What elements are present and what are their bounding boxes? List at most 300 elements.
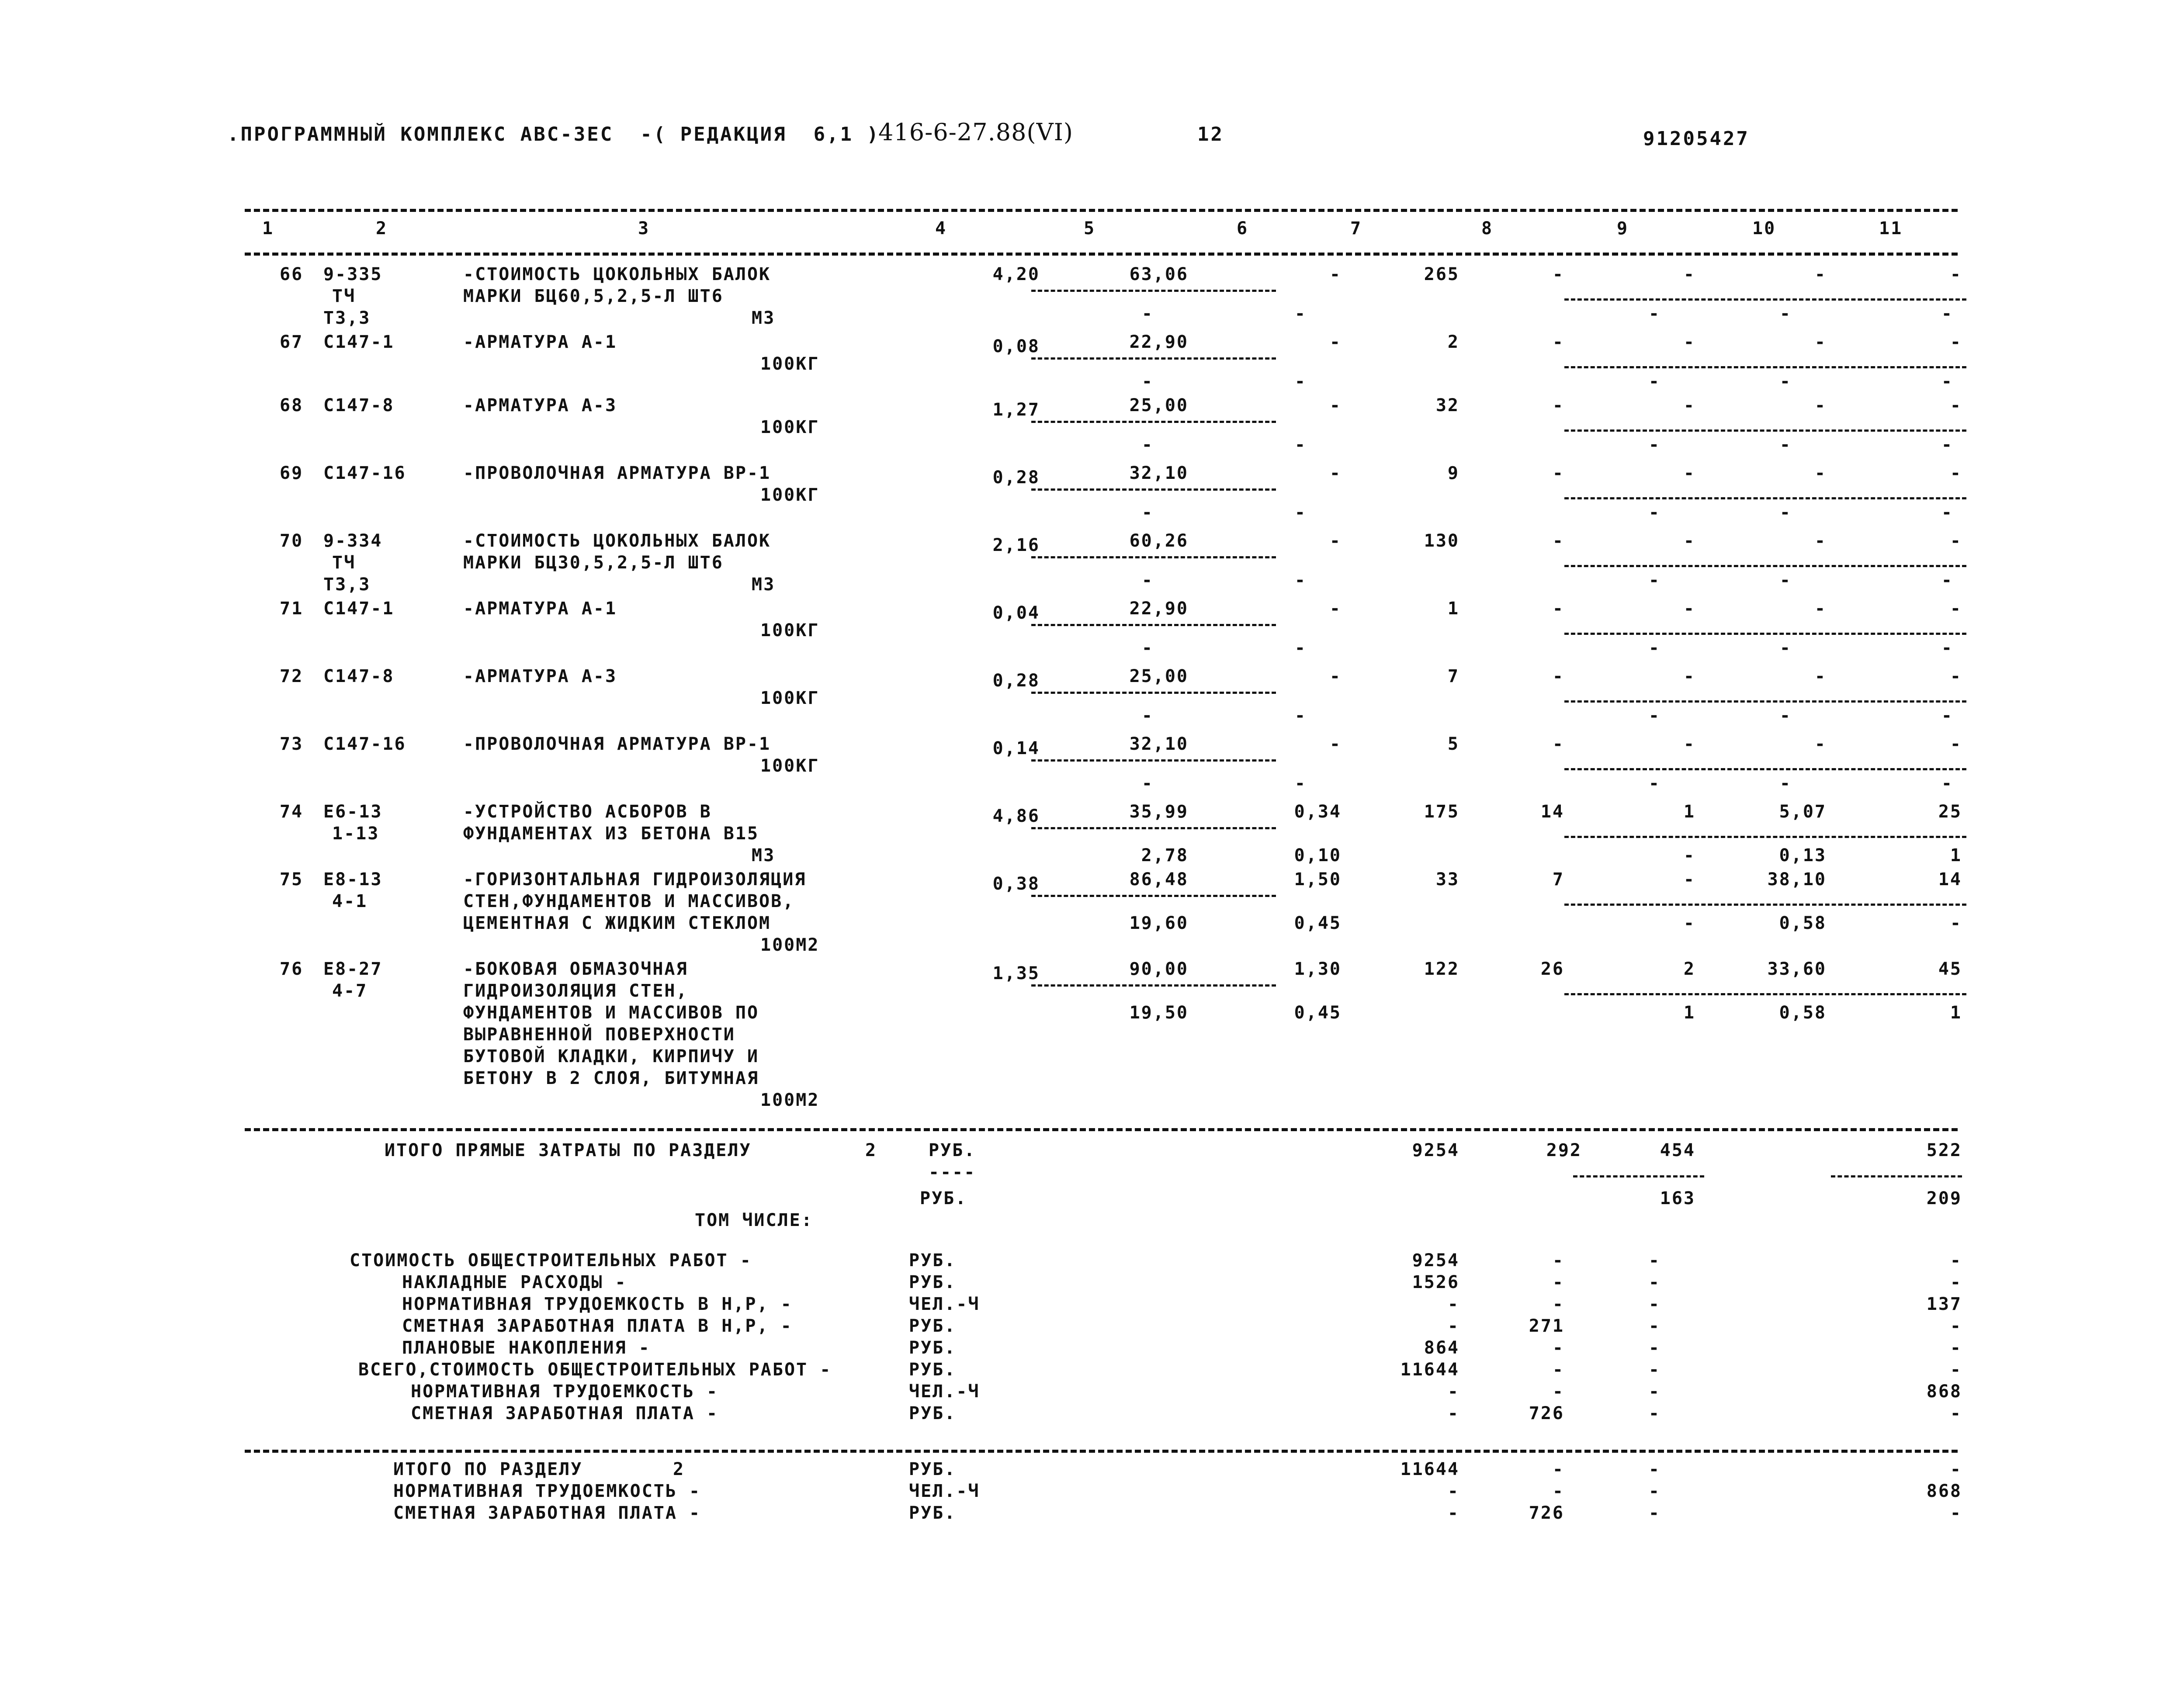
row-col11: - (1950, 599, 1962, 619)
section-total-col11: 522 (1926, 1140, 1962, 1160)
section-total-col9-sub: 163 (1660, 1188, 1695, 1209)
row-sub-col10: - (1779, 371, 1792, 391)
section-total-col9: 454 (1660, 1140, 1695, 1160)
summary-col9: - (1648, 1382, 1661, 1402)
row-sub-col11: 1 (1950, 1003, 1962, 1023)
final-col11: 868 (1926, 1481, 1962, 1501)
row-sub-col11: - (1941, 638, 1953, 658)
row-unit: 100КГ (760, 485, 820, 505)
summary-label: СМЕТНАЯ ЗАРАБОТНАЯ ПЛАТА В Н,Р, - (402, 1316, 793, 1336)
row-price-underline (1031, 827, 1276, 829)
row-quantity: 1,27 (992, 400, 1040, 420)
including-label: ТОМ ЧИСЛЕ: (695, 1210, 813, 1230)
row-unit-price: 32,10 (1129, 734, 1189, 754)
row-sub-price: - (1141, 435, 1154, 455)
row-code: 9-334 (323, 531, 383, 551)
row-right-underline (1564, 298, 1966, 301)
row-price-machinery: - (1329, 599, 1342, 619)
row-sub-col10: 0,58 (1779, 913, 1827, 933)
row-unit: 100М2 (760, 935, 820, 955)
row-sub-col10: - (1779, 638, 1792, 658)
summary-label: НОРМАТИВНАЯ ТРУДОЕМКОСТЬ В Н,Р, - (402, 1294, 793, 1314)
column-header-9: 9 (1617, 218, 1629, 239)
row-name-line: ВЫРАВНЕННОЙ ПОВЕРХНОСТИ (463, 1025, 735, 1045)
row-total-cost: 175 (1424, 802, 1459, 822)
row-sub-price: 2,78 (1141, 845, 1189, 866)
row-quantity: 0,04 (992, 603, 1040, 623)
row-col9: - (1683, 395, 1695, 416)
table-header-rule (245, 253, 1958, 256)
section-total-unit-2: РУБ. (920, 1188, 967, 1209)
row-col9: - (1683, 734, 1695, 754)
row-price-machinery: - (1329, 734, 1342, 754)
row-price-underline (1031, 895, 1276, 897)
section-total-number: 2 (865, 1140, 877, 1160)
row-col10: - (1814, 666, 1827, 686)
summary-label: НАКЛАДНЫЕ РАСХОДЫ - (402, 1272, 627, 1292)
summary-unit: РУБ. (909, 1250, 957, 1271)
table-top-rule (245, 209, 1958, 212)
summary-col8: - (1552, 1294, 1564, 1314)
row-sub-col9: - (1683, 913, 1695, 933)
row-sub-col11: - (1950, 913, 1962, 933)
row-sub-machinery: 0,45 (1294, 913, 1342, 933)
row-name-line: БЕТОНУ В 2 СЛОЯ, БИТУМНАЯ (463, 1068, 759, 1088)
row-sub-col9: - (1683, 845, 1695, 866)
row-unit-price: 25,00 (1129, 395, 1189, 416)
row-sub-col10: - (1779, 570, 1792, 590)
totals-rule (245, 1128, 1958, 1131)
summary-unit: РУБ. (909, 1360, 957, 1380)
row-col9: - (1683, 599, 1695, 619)
row-name-line: ФУНДАМЕНТАХ ИЗ БЕТОНА В15 (463, 824, 759, 844)
row-col10: 5,07 (1779, 802, 1827, 822)
section-total-col9-underline (1573, 1175, 1704, 1177)
program-title: .ПРОГРАММНЫЙ КОМПЛЕКС АВС-3ЕС -( РЕДАКЦИЯ 6,1 ) (227, 123, 881, 145)
document-code: 91205427 (1643, 128, 1750, 150)
summary-col7: 11644 (1400, 1360, 1459, 1380)
final-col8: - (1552, 1481, 1564, 1501)
row-price-underline (1031, 692, 1276, 694)
row-unit-price: 63,06 (1129, 264, 1189, 284)
row-unit: 100КГ (760, 354, 820, 374)
row-col9: 2 (1683, 959, 1695, 979)
row-number: 66 (280, 264, 304, 284)
summary-col9: - (1648, 1360, 1661, 1380)
row-price-underline (1031, 759, 1276, 762)
row-sub-col9: - (1648, 304, 1661, 324)
summary-col8: - (1552, 1250, 1564, 1271)
summary-label: НОРМАТИВНАЯ ТРУДОЕМКОСТЬ - (411, 1382, 719, 1402)
summary-col8: 726 (1529, 1403, 1564, 1423)
row-unit: 100КГ (760, 756, 820, 776)
summary-col9: - (1648, 1294, 1661, 1314)
row-code-3: Т3,3 (323, 575, 371, 595)
row-code-2: 4-7 (332, 981, 368, 1001)
row-name-line: -ПРОВОЛОЧНАЯ АРМАТУРА ВР-1 (463, 734, 771, 754)
row-unit: 100КГ (760, 417, 820, 437)
final-section-number: 2 (673, 1459, 685, 1479)
summary-unit: РУБ. (909, 1338, 957, 1358)
row-col8: - (1552, 734, 1564, 754)
row-code: С147-16 (323, 463, 406, 483)
final-label: НОРМАТИВНАЯ ТРУДОЕМКОСТЬ - (393, 1481, 701, 1501)
row-price-machinery: 1,30 (1294, 959, 1342, 979)
row-right-underline (1564, 700, 1966, 703)
row-sub-machinery: - (1294, 435, 1307, 455)
column-header-5: 5 (1084, 218, 1096, 239)
column-header-3: 3 (638, 218, 650, 239)
row-col10: - (1814, 332, 1827, 352)
row-code: Е8-13 (323, 869, 383, 890)
row-sub-col10: - (1779, 502, 1792, 523)
row-sub-price: - (1141, 638, 1154, 658)
row-name-line: БУТОВОЙ КЛАДКИ, КИРПИЧУ И (463, 1046, 759, 1067)
row-number: 67 (280, 332, 304, 352)
column-header-6: 6 (1237, 218, 1249, 239)
row-sub-col9: - (1648, 371, 1661, 391)
summary-col7: - (1447, 1316, 1459, 1336)
final-col7: 11644 (1400, 1459, 1459, 1479)
row-number: 75 (280, 869, 304, 890)
row-name-line: -ПРОВОЛОЧНАЯ АРМАТУРА ВР-1 (463, 463, 771, 483)
row-number: 74 (280, 802, 304, 822)
summary-col9: - (1648, 1338, 1661, 1358)
row-sub-col9: - (1648, 706, 1661, 726)
summary-col8: - (1552, 1338, 1564, 1358)
row-col8: 7 (1552, 869, 1564, 890)
row-unit-price: 35,99 (1129, 802, 1189, 822)
row-sub-machinery: - (1294, 773, 1307, 793)
row-right-underline (1564, 904, 1966, 906)
summary-col9: - (1648, 1403, 1661, 1423)
row-unit-price: 90,00 (1129, 959, 1189, 979)
row-col10: - (1814, 395, 1827, 416)
summary-col8: - (1552, 1360, 1564, 1380)
summary-col9: - (1648, 1316, 1661, 1336)
row-quantity: 4,86 (992, 806, 1040, 826)
row-right-underline (1564, 633, 1966, 635)
row-unit: 100М2 (760, 1090, 820, 1110)
row-unit-price: 25,00 (1129, 666, 1189, 686)
row-price-machinery: 0,34 (1294, 802, 1342, 822)
row-code-2: 4-1 (332, 891, 368, 911)
row-unit-price: 60,26 (1129, 531, 1189, 551)
row-name-line: ЦЕМЕНТНАЯ С ЖИДКИМ СТЕКЛОМ (463, 913, 771, 933)
row-unit: 100КГ (760, 688, 820, 708)
row-col9: - (1683, 869, 1695, 890)
row-code-3: Т3,3 (323, 308, 371, 328)
final-rule (245, 1450, 1958, 1453)
column-header-1: 1 (262, 218, 274, 239)
row-total-cost: 9 (1447, 463, 1459, 483)
row-col11: 14 (1938, 869, 1962, 890)
row-name-line: -АРМАТУРА А-3 (463, 666, 617, 686)
row-quantity: 0,08 (992, 336, 1040, 357)
section-total-col8: 292 (1546, 1140, 1582, 1160)
row-sub-col11: - (1941, 371, 1953, 391)
row-sub-price: 19,60 (1129, 913, 1189, 933)
summary-col11: - (1950, 1272, 1962, 1292)
row-sub-machinery: 0,45 (1294, 1003, 1342, 1023)
final-unit: ЧЕЛ.-Ч (909, 1481, 980, 1501)
summary-col7: 9254 (1412, 1250, 1459, 1271)
row-code-2: ТЧ (332, 286, 356, 306)
summary-col11: - (1950, 1316, 1962, 1336)
final-label: ИТОГО ПО РАЗДЕЛУ (393, 1459, 583, 1479)
summary-label: ПЛАНОВЫЕ НАКОПЛЕНИЯ - (402, 1338, 651, 1358)
column-header-4: 4 (935, 218, 947, 239)
row-code: С147-1 (323, 599, 395, 619)
row-sub-col11: - (1941, 502, 1953, 523)
row-price-machinery: - (1329, 395, 1342, 416)
row-name-line: ФУНДАМЕНТОВ И МАССИВОВ ПО (463, 1003, 759, 1023)
row-number: 71 (280, 599, 304, 619)
row-col8: - (1552, 531, 1564, 551)
row-code-2: 1-13 (332, 824, 380, 844)
row-unit-price: 32,10 (1129, 463, 1189, 483)
final-unit: РУБ. (909, 1459, 957, 1479)
final-col8: - (1552, 1459, 1564, 1479)
summary-unit: РУБ. (909, 1272, 957, 1292)
row-total-cost: 2 (1447, 332, 1459, 352)
row-col10: - (1814, 599, 1827, 619)
row-unit-price: 22,90 (1129, 599, 1189, 619)
row-name-line: СТЕН,ФУНДАМЕНТОВ И МАССИВОВ, (463, 891, 795, 911)
row-col8: - (1552, 395, 1564, 416)
section-total-label: ИТОГО ПРЯМЫЕ ЗАТРАТЫ ПО РАЗДЕЛУ (385, 1140, 752, 1160)
summary-unit: РУБ. (909, 1403, 957, 1423)
row-name-line: -ГОРИЗОНТАЛЬНАЯ ГИДРОИЗОЛЯЦИЯ (463, 869, 807, 890)
row-total-cost: 130 (1424, 531, 1459, 551)
summary-col7: - (1447, 1382, 1459, 1402)
row-sub-col11: - (1941, 706, 1953, 726)
row-sub-machinery: - (1294, 570, 1307, 590)
summary-col7: - (1447, 1294, 1459, 1314)
row-col9: - (1683, 463, 1695, 483)
final-col8: 726 (1529, 1503, 1564, 1523)
row-code: Е6-13 (323, 802, 383, 822)
summary-col11: - (1950, 1250, 1962, 1271)
row-sub-col11: - (1941, 773, 1953, 793)
row-price-underline (1031, 624, 1276, 626)
row-code: Е8-27 (323, 959, 383, 979)
final-label: СМЕТНАЯ ЗАРАБОТНАЯ ПЛАТА - (393, 1503, 701, 1523)
summary-col9: - (1648, 1272, 1661, 1292)
column-header-11: 11 (1879, 218, 1903, 239)
row-name-line: -СТОИМОСТЬ ЦОКОЛЬНЫХ БАЛОК (463, 264, 771, 284)
row-name-line: -АРМАТУРА А-3 (463, 395, 617, 416)
row-sub-price: - (1141, 371, 1154, 391)
section-total-col11-underline (1831, 1175, 1962, 1177)
row-right-underline (1564, 565, 1966, 567)
row-number: 69 (280, 463, 304, 483)
summary-col9: - (1648, 1250, 1661, 1271)
row-code: С147-8 (323, 395, 395, 416)
row-price-machinery: - (1329, 531, 1342, 551)
row-right-underline (1564, 497, 1966, 499)
row-name-line: -АРМАТУРА А-1 (463, 332, 617, 352)
row-quantity: 0,28 (992, 671, 1040, 691)
row-number: 68 (280, 395, 304, 416)
row-number: 73 (280, 734, 304, 754)
row-sub-machinery: - (1294, 304, 1307, 324)
summary-col8: - (1552, 1272, 1564, 1292)
row-right-underline (1564, 429, 1966, 432)
row-right-underline (1564, 836, 1966, 838)
row-sub-col11: - (1941, 570, 1953, 590)
section-total-dashes: ---- (929, 1162, 976, 1182)
final-col9: - (1648, 1503, 1661, 1523)
row-name-line: -СТОИМОСТЬ ЦОКОЛЬНЫХ БАЛОК (463, 531, 771, 551)
row-price-machinery: - (1329, 463, 1342, 483)
summary-col11: - (1950, 1360, 1962, 1380)
row-sub-col9: - (1648, 502, 1661, 523)
section-total-unit: РУБ. (929, 1140, 976, 1160)
row-name-line: МАРКИ БЦ60,5,2,5-Л ШТ6 (463, 286, 724, 306)
row-col8: - (1552, 463, 1564, 483)
handwritten-reference: 416-6-27.88(VI) (878, 118, 1073, 146)
row-col10: 38,10 (1767, 869, 1827, 890)
row-unit: М3 (752, 575, 776, 595)
page-number: 12 (1197, 123, 1224, 145)
summary-unit: ЧЕЛ.-Ч (909, 1382, 980, 1402)
row-sub-col10: - (1779, 773, 1792, 793)
row-sub-price: - (1141, 304, 1154, 324)
row-quantity: 0,38 (992, 874, 1040, 894)
final-col7: - (1447, 1481, 1459, 1501)
row-sub-col11: 1 (1950, 845, 1962, 866)
row-total-cost: 265 (1424, 264, 1459, 284)
row-sub-col9: - (1648, 773, 1661, 793)
summary-col7: 1526 (1412, 1272, 1459, 1292)
row-sub-col9: - (1648, 638, 1661, 658)
row-name-line: -АРМАТУРА А-1 (463, 599, 617, 619)
row-col11: - (1950, 264, 1962, 284)
row-sub-col9: - (1648, 570, 1661, 590)
row-sub-machinery: 0,10 (1294, 845, 1342, 866)
row-code: С147-8 (323, 666, 395, 686)
final-col11: - (1950, 1503, 1962, 1523)
row-sub-col9: - (1648, 435, 1661, 455)
row-price-underline (1031, 984, 1276, 987)
row-col10: - (1814, 531, 1827, 551)
row-sub-col10: 0,13 (1779, 845, 1827, 866)
column-header-8: 8 (1481, 218, 1494, 239)
row-quantity: 1,35 (992, 963, 1040, 983)
row-price-underline (1031, 556, 1276, 558)
row-total-cost: 7 (1447, 666, 1459, 686)
summary-col7: 864 (1424, 1338, 1459, 1358)
row-number: 76 (280, 959, 304, 979)
row-quantity: 0,28 (992, 468, 1040, 488)
row-sub-price: - (1141, 706, 1154, 726)
row-col8: - (1552, 666, 1564, 686)
row-sub-machinery: - (1294, 638, 1307, 658)
row-price-machinery: 1,50 (1294, 869, 1342, 890)
summary-col11: - (1950, 1403, 1962, 1423)
row-col9: - (1683, 264, 1695, 284)
row-unit-price: 86,48 (1129, 869, 1189, 890)
row-price-underline (1031, 357, 1276, 360)
row-right-underline (1564, 993, 1966, 995)
row-col11: - (1950, 332, 1962, 352)
row-sub-col10: - (1779, 304, 1792, 324)
row-total-cost: 33 (1435, 869, 1459, 890)
summary-col11: 137 (1926, 1294, 1962, 1314)
row-name-line: -УСТРОЙСТВО АСБОРОВ В (463, 802, 712, 822)
column-header-10: 10 (1752, 218, 1776, 239)
row-code-2: ТЧ (332, 553, 356, 573)
column-header-7: 7 (1350, 218, 1362, 239)
row-code: С147-16 (323, 734, 406, 754)
summary-unit: ЧЕЛ.-Ч (909, 1294, 980, 1314)
row-col11: - (1950, 666, 1962, 686)
final-col11: - (1950, 1459, 1962, 1479)
row-col10: - (1814, 264, 1827, 284)
row-sub-price: 19,50 (1129, 1003, 1189, 1023)
row-unit: М3 (752, 845, 776, 866)
summary-col8: - (1552, 1382, 1564, 1402)
row-sub-col10: 0,58 (1779, 1003, 1827, 1023)
row-price-machinery: - (1329, 332, 1342, 352)
row-total-cost: 122 (1424, 959, 1459, 979)
row-price-underline (1031, 290, 1276, 292)
row-quantity: 2,16 (992, 535, 1040, 555)
row-sub-price: - (1141, 570, 1154, 590)
row-sub-machinery: - (1294, 502, 1307, 523)
row-unit: М3 (752, 308, 776, 328)
row-col11: - (1950, 395, 1962, 416)
row-name-line: МАРКИ БЦ30,5,2,5-Л ШТ6 (463, 553, 724, 573)
row-price-underline (1031, 488, 1276, 491)
row-col11: - (1950, 734, 1962, 754)
summary-label: СМЕТНАЯ ЗАРАБОТНАЯ ПЛАТА - (411, 1403, 719, 1423)
row-total-cost: 32 (1435, 395, 1459, 416)
row-unit: 100КГ (760, 620, 820, 641)
summary-col8: 271 (1529, 1316, 1564, 1336)
column-header-2: 2 (376, 218, 388, 239)
row-sub-price: - (1141, 773, 1154, 793)
row-number: 70 (280, 531, 304, 551)
row-col8: - (1552, 332, 1564, 352)
final-col9: - (1648, 1459, 1661, 1479)
row-sub-col10: - (1779, 706, 1792, 726)
row-col11: - (1950, 531, 1962, 551)
section-total-col7: 9254 (1412, 1140, 1459, 1160)
row-col11: - (1950, 463, 1962, 483)
row-total-cost: 1 (1447, 599, 1459, 619)
row-code: С147-1 (323, 332, 395, 352)
row-number: 72 (280, 666, 304, 686)
row-sub-col11: - (1941, 304, 1953, 324)
row-code: 9-335 (323, 264, 383, 284)
row-total-cost: 5 (1447, 734, 1459, 754)
summary-label: ВСЕГО,СТОИМОСТЬ ОБЩЕСТРОИТЕЛЬНЫХ РАБОТ - (358, 1360, 832, 1380)
summary-unit: РУБ. (909, 1316, 957, 1336)
row-sub-col11: - (1941, 435, 1953, 455)
row-col11: 25 (1938, 802, 1962, 822)
row-price-machinery: - (1329, 264, 1342, 284)
row-col9: - (1683, 531, 1695, 551)
row-col8: 14 (1540, 802, 1564, 822)
section-total-col11-sub: 209 (1926, 1188, 1962, 1209)
row-col9: 1 (1683, 802, 1695, 822)
row-right-underline (1564, 768, 1966, 770)
row-col10: - (1814, 734, 1827, 754)
row-price-underline (1031, 421, 1276, 423)
row-col10: - (1814, 463, 1827, 483)
